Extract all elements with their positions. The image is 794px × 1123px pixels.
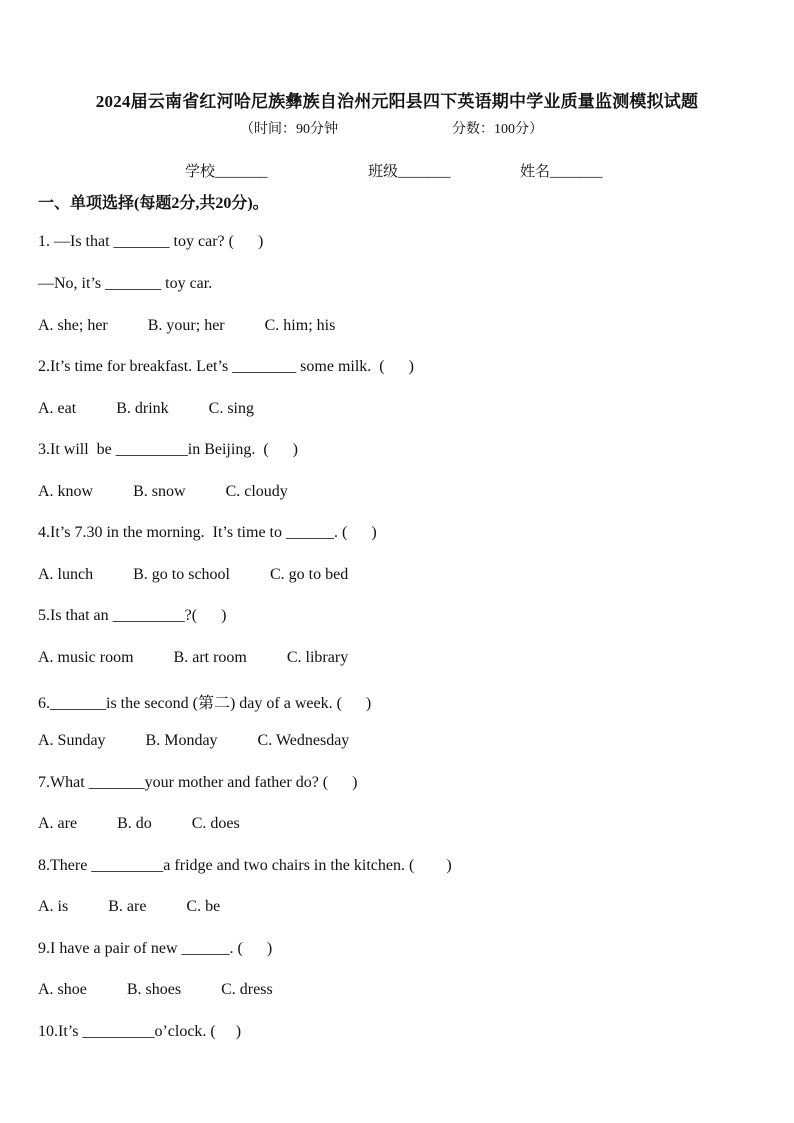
question-7: 7.What _______your mother and father do? ( ) [38, 774, 358, 791]
question-7-options: A. are B. do C. does [38, 815, 240, 832]
question-1: 1. —Is that _______ toy car? ( ) [38, 233, 264, 250]
question-6-options: A. Sunday B. Monday C. Wednesday [38, 732, 350, 749]
question-2: 2.It’s time for breakfast. Let’s ________ some milk. ( ) [38, 358, 414, 375]
question-9-options: A. shoe B. shoes C. dress [38, 981, 273, 998]
question-9: 9.I have a pair of new ______. ( ) [38, 940, 273, 957]
exam-score: 分数：100分） [452, 122, 543, 137]
name-field: 姓名_______ [520, 164, 603, 180]
section-title: 一、单项选择(每题2分,共20分)。 [38, 195, 269, 212]
question-8-options: A. is B. are C. be [38, 898, 221, 915]
question-3: 3.It will be _________in Beijing. ( ) [38, 441, 298, 458]
question-4-options: A. lunch B. go to school C. go to bed [38, 566, 349, 583]
question-1-reply: —No, it’s _______ toy car. [38, 275, 213, 292]
question-6: 6._______is the second (第二) day of a week. ( ) [38, 695, 372, 712]
class-field: 班级_______ [368, 164, 451, 180]
question-2-options: A. eat B. drink C. sing [38, 400, 254, 417]
question-4: 4.It’s 7.30 in the morning. It’s time to ______. ( ) [38, 524, 377, 541]
exam-time: （时间：90分钟 [240, 122, 338, 137]
question-1-options: A. she; her B. your; her C. him; his [38, 317, 336, 334]
question-8: 8.There _________a fridge and two chairs in the kitchen. ( ) [38, 857, 452, 874]
question-10: 10.It’s _________o’clock. ( ) [38, 1023, 242, 1040]
question-5: 5.Is that an _________?( ) [38, 607, 227, 624]
question-3-options: A. know B. snow C. cloudy [38, 483, 288, 500]
school-field: 学校_______ [185, 164, 268, 180]
question-5-options: A. music room B. art room C. library [38, 649, 349, 666]
exam-title: 2024届云南省红河哈尼族彝族自治州元阳县四下英语期中学业质量监测模拟试题 [95, 92, 699, 111]
